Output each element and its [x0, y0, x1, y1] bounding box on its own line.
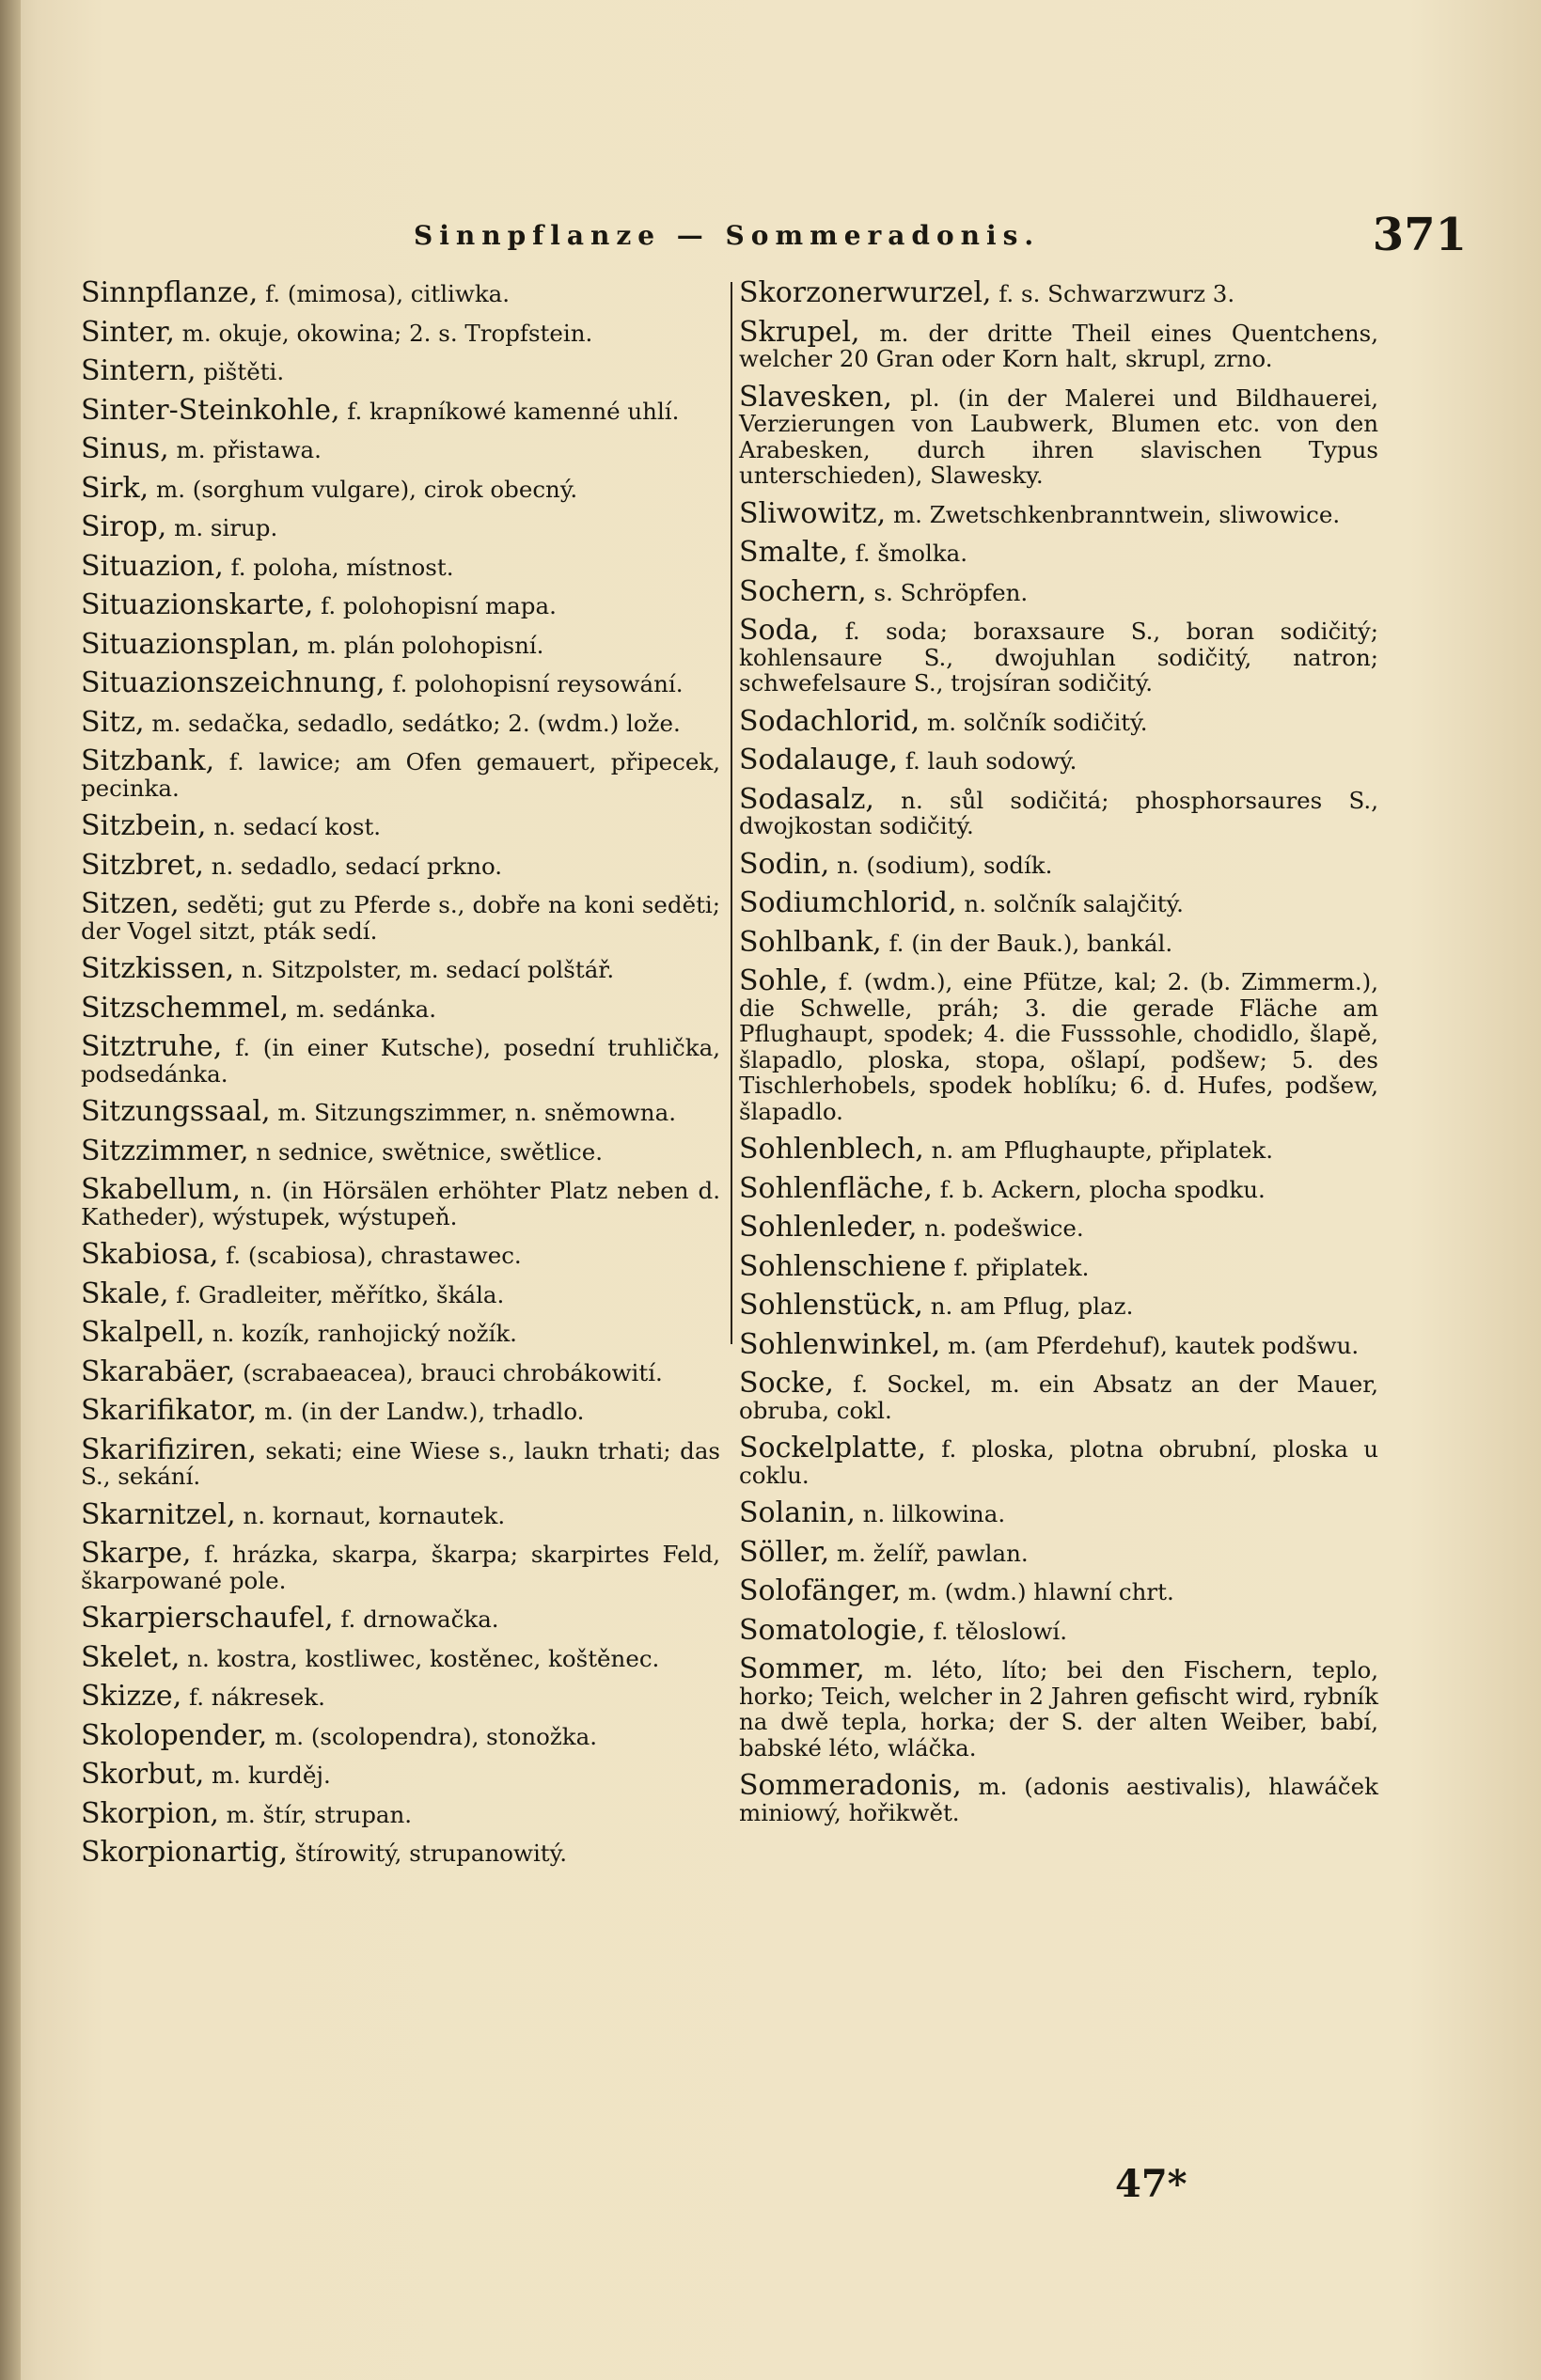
entry-headword: Sodachlorid,	[739, 704, 920, 738]
dictionary-entry	[739, 380, 1378, 489]
entry-headword: Sommeradonis,	[739, 1769, 962, 1802]
entry-headword: Sohlbank,	[739, 925, 882, 959]
entry-headword: Skarifikator,	[81, 1394, 258, 1427]
entry-definition: n. (in Hörsälen erhöhter Platz neben d. Katheder), wýstupek, wýstupeň.	[81, 1177, 720, 1230]
entry-definition: m. (sorghum vulgare), cirok obecný.	[149, 475, 578, 503]
book-spine-shadow	[0, 0, 21, 2380]
dictionary-entry	[739, 1535, 1378, 1569]
page-number: 371	[1372, 209, 1467, 261]
entry-headword: Sitzkissen,	[81, 952, 235, 985]
dictionary-entry	[81, 1497, 720, 1531]
dictionary-entry	[739, 1133, 1378, 1166]
entry-definition: f. hrázka, skarpa, škarpa; skarpirtes Feld, škarpowané pole.	[81, 1541, 720, 1594]
entry-definition: f. (in einer Kutsche), posední truhlička, podsedánka.	[81, 1034, 720, 1088]
entry-definition: f. (scabiosa), chrastawec.	[218, 1242, 522, 1269]
entry-headword: Sintern,	[81, 354, 197, 387]
entry-definition: m. Zwetschkenbranntwein, sliwowice.	[886, 500, 1341, 528]
entry-headword: Sinter-Steinkohle,	[81, 393, 340, 427]
dictionary-entry	[81, 1030, 720, 1088]
dictionary-entry	[81, 1316, 720, 1349]
entry-headword: Sitzbein,	[81, 809, 207, 842]
dictionary-entry	[739, 1249, 1378, 1283]
entry-headword: Sinter,	[81, 315, 175, 349]
dictionary-entry	[739, 886, 1378, 919]
dictionary-entry	[739, 536, 1378, 569]
entry-definition: f. (mimosa), citliwka.	[258, 280, 511, 307]
dictionary-entry	[739, 574, 1378, 608]
dictionary-entry	[81, 705, 720, 739]
dictionary-entry	[739, 1496, 1378, 1529]
entry-definition: m. (adonis aestivalis), hlawáček miniowý, hořikwět.	[739, 1773, 1378, 1826]
running-header	[414, 209, 1504, 265]
entry-headword: Sodiumchlorid,	[739, 886, 957, 919]
dictionary-entry	[81, 276, 720, 309]
entry-headword: Sockelplatte,	[739, 1432, 927, 1464]
entry-definition: pištěti.	[196, 358, 285, 385]
dictionary-entry	[739, 1574, 1378, 1607]
dictionary-entry	[81, 887, 720, 945]
entry-headword: Sitzen,	[81, 887, 180, 920]
header-title: Sinnpflanze — Sommeradonis.	[414, 220, 1041, 251]
entry-definition: f. soda; boraxsaure S., boran sodičitý; kohlensaure S., dwojuhlan sodičitý, natron; schwefelsaure S., trojsíran sodičitý.	[739, 618, 1378, 697]
dictionary-entry	[81, 1238, 720, 1271]
entry-definition: m. (scolopendra), stonožka.	[267, 1722, 598, 1750]
entry-definition: s. Schröpfen.	[866, 578, 1029, 606]
entry-headword: Sitzschemmel,	[81, 991, 290, 1025]
dictionary-entry	[739, 1171, 1378, 1205]
entry-headword: Situazionskarte,	[81, 588, 314, 621]
entry-definition: m. přistawa.	[168, 436, 322, 463]
entry-definition: m. sedánka.	[289, 994, 437, 1023]
entry-definition: f. s. Schwarzwurz 3.	[991, 280, 1235, 307]
entry-headword: Sohlenleder,	[739, 1211, 918, 1244]
entry-headword: Skale,	[81, 1276, 169, 1310]
entry-headword: Sohlenfläche,	[739, 1171, 933, 1205]
entry-headword: Sodasalz,	[739, 782, 874, 816]
dictionary-entry	[739, 276, 1378, 309]
dictionary-entry	[739, 496, 1378, 530]
entry-headword: Skrupel,	[739, 315, 860, 349]
dictionary-entry	[81, 666, 720, 699]
entry-headword: Skarnitzel,	[81, 1497, 236, 1531]
entry-definition: f. (wdm.), eine Pfütze, kal; 2. (b. Zimmerm.), die Schwelle, práh; 3. die gerade Fläche am Pflughaupt, spodek; 4. die Fusssohle, chodidlo, šlapě, šlapadlo, ploska, stopa, ošlapí, podšew; 5. des Tischlerhobels, spodek hoblíku; 6. d. Hufes, podšew, šlapadlo.	[739, 968, 1378, 1125]
dictionary-entry	[81, 952, 720, 985]
entry-definition: n. kornaut, kornautek.	[235, 1501, 506, 1529]
entry-headword: Soda,	[739, 614, 820, 647]
dictionary-entry	[81, 1394, 720, 1427]
entry-definition: m. okuje, okowina; 2. s. Tropfstein.	[174, 319, 593, 347]
entry-headword: Situazion,	[81, 549, 224, 583]
dictionary-entry	[81, 1680, 720, 1713]
entry-definition: m. der dritte Theil eines Quentchens, welcher 20 Gran oder Korn halt, skrupl, zrno.	[739, 319, 1378, 372]
dictionary-entry	[81, 1095, 720, 1128]
dictionary-entry	[81, 1134, 720, 1167]
dictionary-entry	[81, 432, 720, 465]
dictionary-entry	[739, 1327, 1378, 1361]
entry-headword: Skorpion,	[81, 1796, 219, 1830]
entry-headword: Sinnpflanze,	[81, 276, 259, 309]
entry-headword: Skarpierschaufel,	[81, 1602, 334, 1635]
entry-definition: f. lauh sodowý.	[898, 747, 1077, 775]
entry-headword: Skarifiziren,	[81, 1433, 257, 1466]
entry-headword: Sitz,	[81, 705, 145, 739]
dictionary-entry	[739, 925, 1378, 959]
entry-definition: m. Sitzungszimmer, n. sněmowna.	[270, 1099, 676, 1126]
entry-definition: f. lawice; am Ofen gemauert, připecek, pecinka.	[81, 748, 720, 802]
dictionary-entry	[81, 1836, 720, 1869]
dictionary-entry	[739, 964, 1378, 1125]
entry-definition: sekati; eine Wiese s., laukn trhati; das S., sekání.	[81, 1436, 720, 1490]
dictionary-entry	[739, 782, 1378, 839]
dictionary-entry	[81, 848, 720, 882]
entry-headword: Skorpionartig,	[81, 1836, 288, 1869]
entry-headword: Sohle,	[739, 964, 828, 997]
entry-headword: Sohlenstück,	[739, 1289, 923, 1322]
signature-mark: 47*	[1115, 2162, 1187, 2206]
entry-headword: Sirop,	[81, 510, 167, 543]
entry-headword: Situazionszeichnung,	[81, 666, 385, 699]
dictionary-entry	[81, 471, 720, 505]
entry-definition: n. sedací kost.	[206, 813, 382, 840]
left-column	[81, 276, 720, 1879]
entry-definition: n. kozík, ranhojický nožík.	[204, 1320, 517, 1347]
dictionary-entry	[81, 1602, 720, 1635]
dictionary-entry	[81, 1796, 720, 1830]
entry-definition: n. lilkowina.	[855, 1500, 1006, 1527]
entry-definition: n. kostra, kostliwec, kostěnec, koštěnec.	[180, 1644, 660, 1672]
entry-definition: f. šmolka.	[847, 540, 968, 567]
entry-definition: f. polohopisní mapa.	[313, 592, 557, 619]
dictionary-entry	[81, 1537, 720, 1594]
entry-headword: Skorbut,	[81, 1758, 205, 1791]
dictionary-entry	[81, 393, 720, 427]
entry-definition: n. sůl sodičitá; phosphorsaures S., dwojkostan sodičitý.	[739, 786, 1378, 839]
dictionary-entry	[739, 1652, 1378, 1762]
entry-definition: n. (sodium), sodík.	[829, 851, 1053, 879]
dictionary-entry	[739, 1289, 1378, 1322]
dictionary-entry	[81, 809, 720, 842]
entry-definition: n. sedadlo, sedací prkno.	[203, 852, 503, 880]
entry-definition: f. Gradleiter, měřítko, škála.	[168, 1280, 505, 1308]
entry-headword: Sitzbret,	[81, 848, 204, 882]
entry-headword: Solanin,	[739, 1496, 856, 1529]
entry-headword: Sitztruhe,	[81, 1030, 223, 1063]
entry-definition: f. polohopisní reysowání.	[385, 670, 684, 697]
entry-headword: Sitzungssaal,	[81, 1095, 271, 1128]
entry-definition: f. Sockel, m. ein Absatz an der Mauer, obruba, cokl.	[739, 1370, 1378, 1424]
dictionary-entry	[81, 510, 720, 543]
entry-headword: Söller,	[739, 1535, 830, 1569]
entry-headword: Sinus,	[81, 432, 169, 465]
dictionary-entry	[739, 704, 1378, 738]
dictionary-entry	[81, 1433, 720, 1490]
entry-definition: n. solčník salajčitý.	[956, 890, 1184, 917]
entry-definition: n. am Pflughaupte, připlatek.	[923, 1136, 1273, 1164]
dictionary-entry	[81, 549, 720, 583]
entry-headword: Skolopender,	[81, 1718, 268, 1752]
entry-headword: Situazionsplan,	[81, 627, 301, 661]
entry-headword: Solofänger,	[739, 1574, 902, 1607]
entry-headword: Skabiosa,	[81, 1238, 219, 1271]
entry-definition: seděti; gut zu Pferde s., dobře na koni seděti; der Vogel sitzt, pták sedí.	[81, 891, 720, 945]
dictionary-entry	[739, 614, 1378, 697]
entry-definition: f. ploska, plotna obrubní, ploska u coklu.	[739, 1435, 1378, 1489]
entry-definition: f. krapníkowé kamenné uhlí.	[339, 397, 680, 425]
entry-headword: Sodin,	[739, 847, 830, 881]
entry-headword: Smalte,	[739, 536, 848, 569]
dictionary-entry	[81, 627, 720, 661]
entry-definition: m. (wdm.) hlawní chrt.	[901, 1578, 1174, 1605]
entry-definition: m. plán polohopisní.	[300, 631, 544, 659]
dictionary-entry	[739, 1769, 1378, 1826]
entry-headword: Sohlenschiene	[739, 1249, 947, 1283]
entry-headword: Sodalauge,	[739, 744, 898, 776]
dictionary-entry	[739, 1613, 1378, 1647]
right-column	[739, 276, 1378, 1838]
dictionary-entry	[739, 847, 1378, 881]
entry-definition: f. (in der Bauk.), bankál.	[881, 929, 1173, 957]
entry-definition: m. sirup.	[166, 514, 278, 541]
entry-definition: pl. (in der Malerei und Bildhauerei, Verzierungen von Laubwerk, Blumen etc. von den Arabesken, durch ihren slavischen Typus unterschieden), Slawesky.	[739, 384, 1378, 489]
dictionary-entry	[739, 1211, 1378, 1244]
entry-headword: Sirk,	[81, 471, 149, 505]
entry-definition: f. připlatek.	[946, 1253, 1090, 1281]
entry-headword: Somatologie,	[739, 1613, 926, 1647]
entry-definition: f. poloha, místnost.	[223, 553, 454, 581]
entry-headword: Sitzbank,	[81, 744, 215, 777]
entry-headword: Skarpe,	[81, 1537, 192, 1570]
entry-headword: Slavesken,	[739, 380, 892, 414]
entry-definition: f. b. Ackern, plocha spodku.	[932, 1175, 1266, 1203]
entry-definition: m. kurděj.	[204, 1762, 331, 1789]
entry-definition: m. (am Pferdehuf), kautek podšwu.	[940, 1331, 1360, 1359]
dictionary-entry	[739, 1367, 1378, 1424]
dictionary-entry	[81, 354, 720, 387]
entry-definition: štírowitý, strupanowitý.	[287, 1840, 568, 1867]
column-divider	[731, 282, 732, 1344]
entry-definition: n. am Pflug, plaz.	[922, 1292, 1134, 1320]
entry-definition: m. sedačka, sedadlo, sedátko; 2. (wdm.) lože.	[144, 709, 681, 737]
entry-headword: Sommer,	[739, 1652, 865, 1685]
entry-definition: m. léto, líto; bei den Fischern, teplo, horko; Teich, welcher in 2 Jahren gefischt wird, rybník na dwě tepla, horka; der S. der alten Weiber, babí, babské léto, wláčka.	[739, 1656, 1378, 1762]
entry-headword: Skizze,	[81, 1680, 182, 1713]
entry-definition: m. štír, strupan.	[218, 1800, 413, 1828]
entry-headword: Sochern,	[739, 574, 867, 608]
entry-definition: n sednice, swětnice, swětlice.	[248, 1137, 604, 1166]
dictionary-entry	[739, 744, 1378, 776]
dictionary-entry	[81, 1354, 720, 1388]
entry-headword: Sohlenblech,	[739, 1133, 924, 1166]
entry-definition: f. drnowačka.	[333, 1605, 499, 1633]
dictionary-entry	[739, 315, 1378, 372]
entry-definition: f. těloslowí.	[925, 1617, 1068, 1645]
entry-headword: Sohlenwinkel,	[739, 1327, 941, 1361]
dictionary-entry	[81, 315, 720, 349]
dictionary-entry	[81, 991, 720, 1025]
entry-definition: n. Sitzpolster, m. sedací polštář.	[234, 956, 615, 983]
entry-headword: Skarabäer,	[81, 1354, 236, 1388]
entry-headword: Skorzonerwurzel,	[739, 276, 992, 309]
dictionary-entry	[81, 1173, 720, 1230]
dictionary-entry	[81, 1276, 720, 1310]
entry-headword: Skelet,	[81, 1640, 181, 1674]
entry-definition: m. solčník sodičitý.	[920, 708, 1148, 736]
entry-headword: Socke,	[739, 1367, 834, 1400]
dictionary-entry	[739, 1432, 1378, 1489]
entry-headword: Skabellum,	[81, 1173, 242, 1206]
entry-definition: m. želíř, pawlan.	[829, 1539, 1029, 1567]
entry-headword: Skalpell,	[81, 1316, 205, 1349]
entry-definition: f. nákresek.	[181, 1683, 325, 1711]
dictionary-entry	[81, 744, 720, 802]
dictionary-entry	[81, 588, 720, 621]
entry-definition: m. (in der Landw.), trhadlo.	[257, 1398, 585, 1425]
dictionary-entry	[81, 1718, 720, 1752]
entry-definition: n. podešwice.	[917, 1214, 1084, 1242]
entry-headword: Sitzzimmer,	[81, 1134, 249, 1167]
entry-headword: Sliwowitz,	[739, 496, 887, 530]
entry-definition: (scrabaeacea), brauci chrobákowití.	[235, 1358, 663, 1386]
dictionary-entry	[81, 1758, 720, 1791]
dictionary-entry	[81, 1640, 720, 1674]
